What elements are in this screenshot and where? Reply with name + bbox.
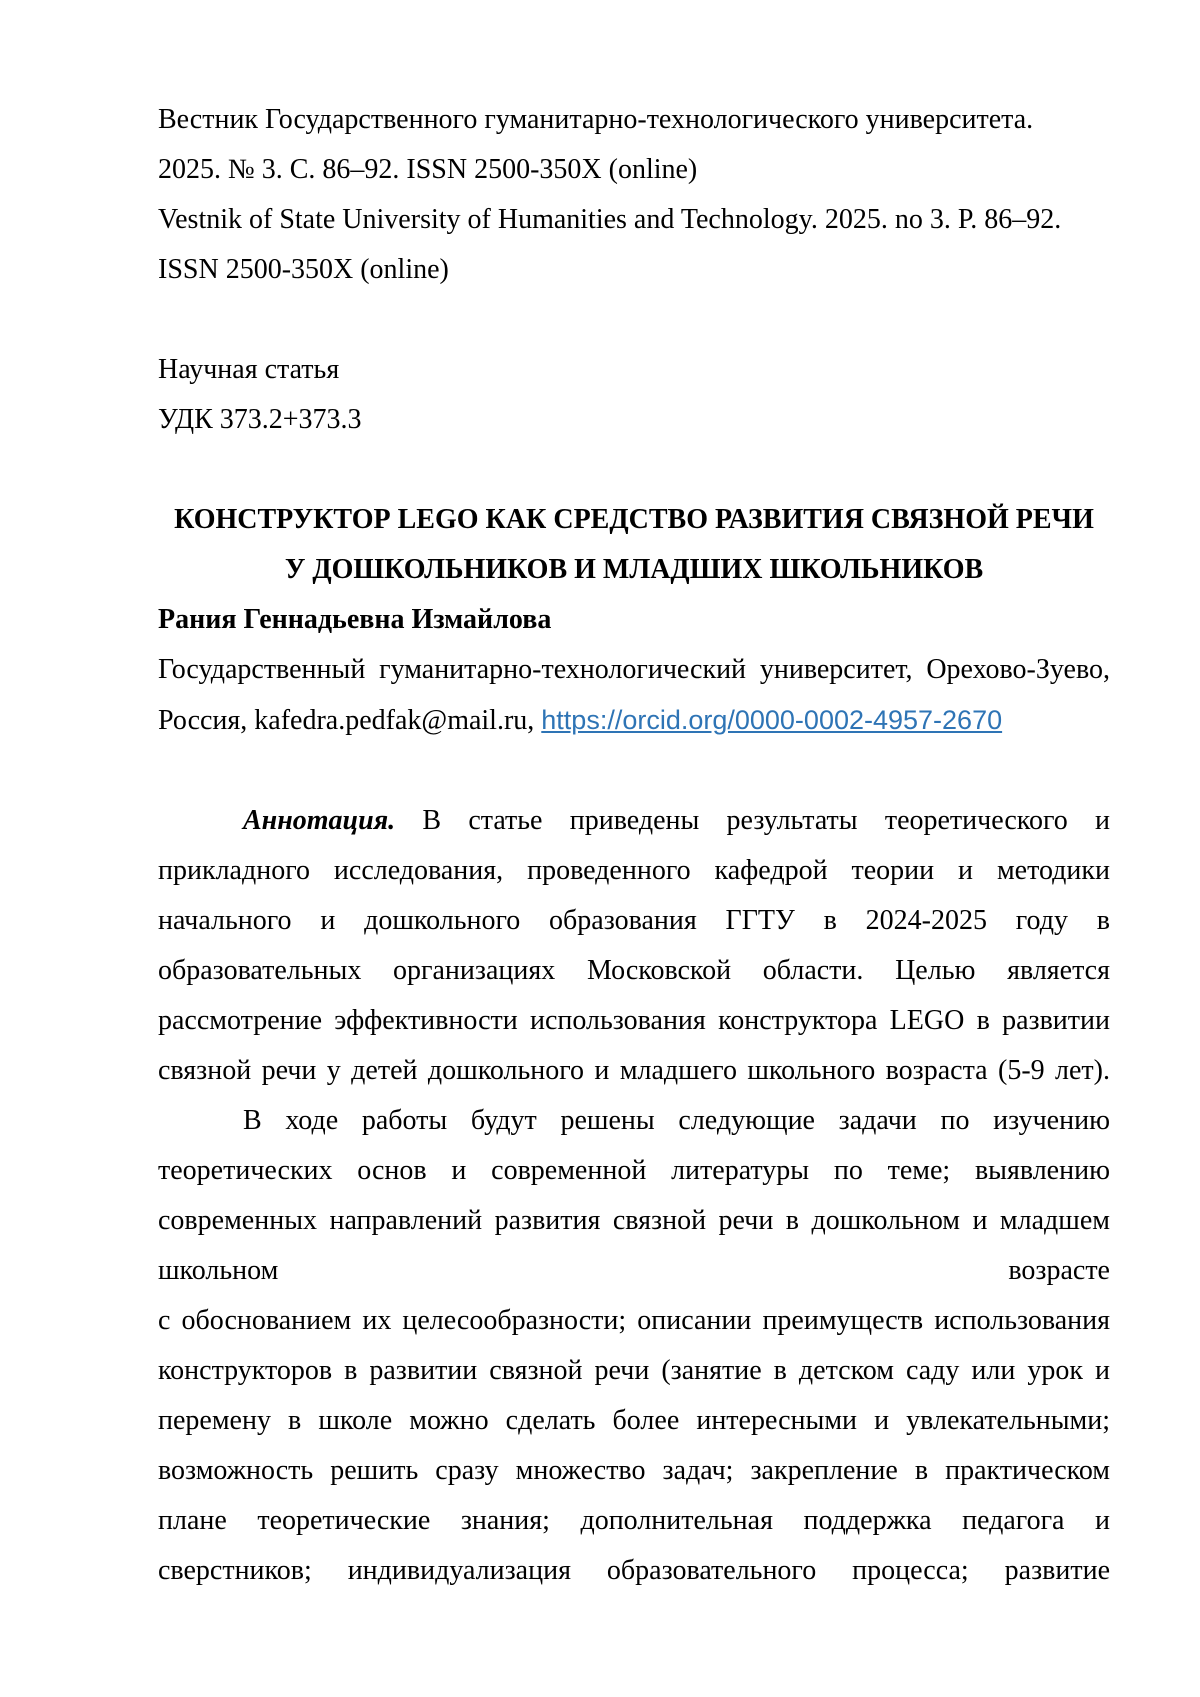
article-meta <box>158 345 1110 445</box>
journal-header-line: Вестник Государственного гуманитарно-технологического университета. <box>158 104 1034 135</box>
article-title-line: КОНСТРУКТОР LEGO КАК СРЕДСТВО РАЗВИТИЯ СВЯЗНОЙ РЕЧИ <box>174 504 1094 535</box>
abstract-line: связной речи у детей дошкольного и младшего школьного возраста (5-9 лет). <box>158 1055 1110 1086</box>
article-type-label: Научная статья <box>158 354 340 385</box>
abstract-line: школьном возрасте <box>158 1255 1110 1286</box>
abstract-line <box>158 796 1110 846</box>
journal-header <box>158 95 1110 295</box>
journal-header-line: Vestnik of State University of Humanities and Technology. 2025. no 3. P. 86–92. <box>158 204 1062 235</box>
abstract-line: перемену в школе можно сделать более интересными и увлекательными; <box>158 1405 1110 1436</box>
udc-code: УДК 373.2+373.3 <box>158 404 362 435</box>
article-title-line: У ДОШКОЛЬНИКОВ И МЛАДШИХ ШКОЛЬНИКОВ <box>284 554 984 585</box>
abstract-line: В ходе работы будут решены следующие задачи по изучению <box>243 1105 1110 1136</box>
abstract-line: современных направлений развития связной речи в дошкольном и младшем <box>158 1205 1110 1236</box>
journal-header-line: ISSN 2500-350X (online) <box>158 254 449 285</box>
abstract-text: В статье приведены результаты теоретического и <box>422 805 1110 836</box>
affiliation-block <box>158 645 1110 746</box>
abstract-line: рассмотрение эффективности использования конструктора LEGO в развитии <box>158 1005 1110 1036</box>
author-name: Рания Геннадьевна Измайлова <box>158 604 552 635</box>
affiliation-line: Государственный гуманитарно-технологический университет, Орехово-Зуево, <box>158 654 1110 685</box>
abstract-line: теоретических основ и современной литературы по теме; выявлению <box>158 1155 1110 1186</box>
abstract-label: Аннотация. <box>243 805 396 836</box>
abstract-line: прикладного исследования, проведенного кафедрой теории и методики <box>158 855 1110 886</box>
abstract-line: возможность решить сразу множество задач; закрепление в практическом <box>158 1455 1110 1486</box>
abstract-line: с обоснованием их целесообразности; описании преимуществ использования <box>158 1305 1110 1336</box>
journal-header-line: 2025. № 3. С. 86–92. ISSN 2500-350X (online) <box>158 154 698 185</box>
abstract-line: образовательных организациях Московской области. Целью является <box>158 955 1110 986</box>
abstract-line: сверстников; индивидуализация образовательного процесса; развитие <box>158 1555 1110 1586</box>
article-title <box>158 495 1110 595</box>
affiliation-line <box>158 695 1110 746</box>
orcid-link[interactable]: https://orcid.org/0000-0002-4957-2670 <box>541 705 1003 735</box>
abstract-line: начального и дошкольного образования ГГТУ в 2024-2025 году в <box>158 905 1110 936</box>
abstract-line: конструкторов в развитии связной речи (занятие в детском саду или урок и <box>158 1355 1110 1386</box>
abstract-line: плане теоретические знания; дополнительная поддержка педагога и <box>158 1505 1110 1536</box>
affiliation-contact-text: Россия, kafedra.pedfak@mail.ru, <box>158 705 535 736</box>
abstract <box>158 796 1110 1596</box>
